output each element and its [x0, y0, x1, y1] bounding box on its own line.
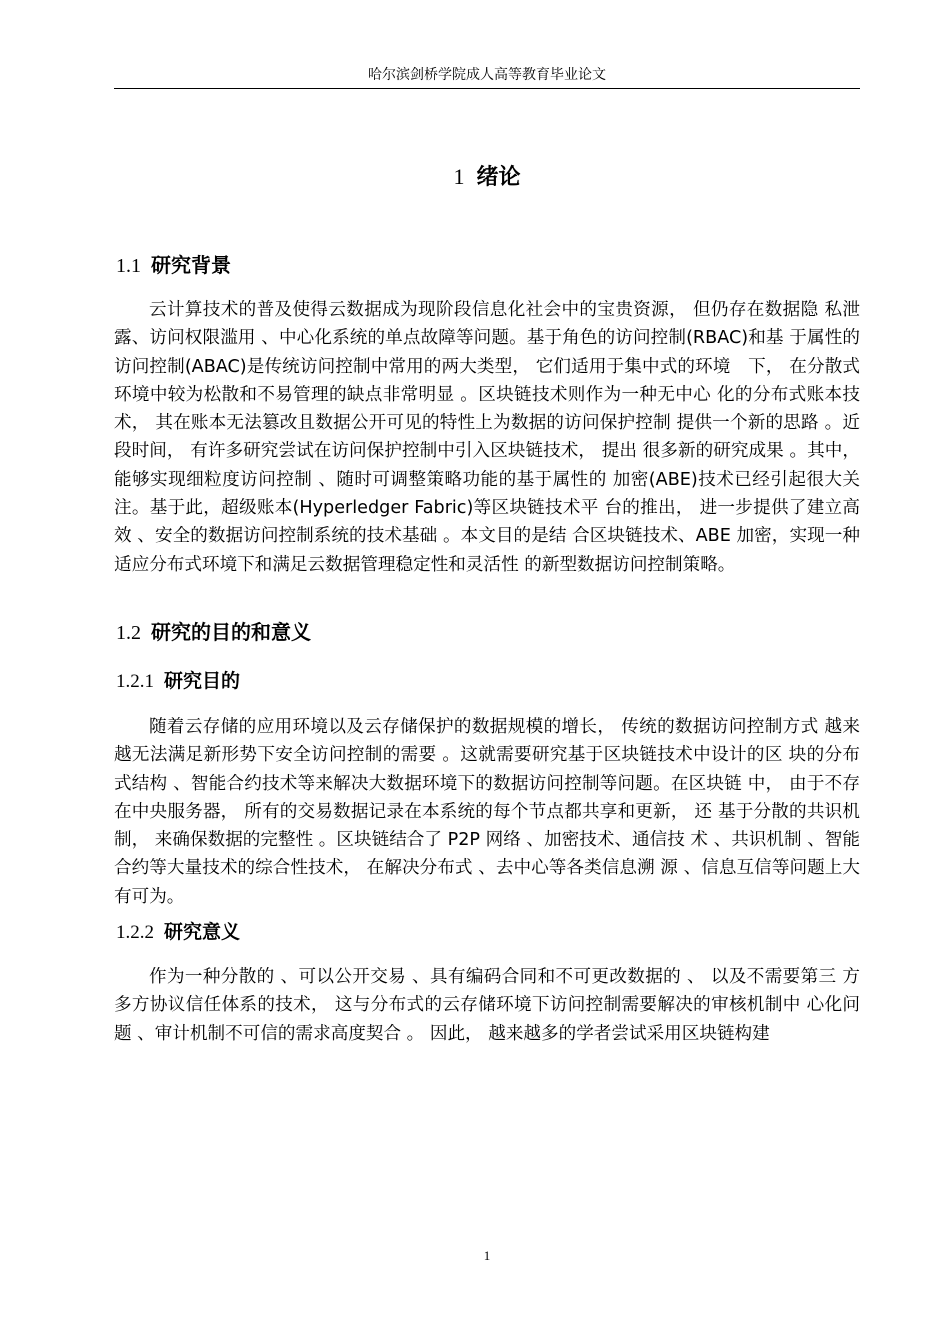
chapter-title-text: 绪论: [476, 165, 521, 190]
subsection-title: 研究意义: [164, 921, 241, 943]
section-number: 1.1: [116, 255, 141, 277]
running-header: 哈尔滨剑桥学院成人高等教育毕业论文: [368, 67, 606, 83]
section-number: 1.2: [116, 622, 141, 644]
chapter-number: 1: [453, 164, 465, 189]
header-rule: [114, 88, 860, 89]
subsection-number: 1.2.1: [116, 671, 154, 692]
subsection-number: 1.2.2: [116, 922, 154, 943]
section-title: 研究背景: [151, 253, 231, 277]
paragraph-research-purpose: 随着云存储的应用环境以及云存储保护的数据规模的增长， 传统的数据访问控制方式 越来越无法满足新形势下安全访问控制的需要 。这就需要研究基于区块链技术中设计的区 块的分布式结构 、智能合约技术等来解决大数据环境下的数据访问控制等问题。在区块链 中， 由于不存在中央服务器， 所有的交易数据记录在本系统的每个节点都共享和更新， 还 基于分散的共识机制， 来确保数据的完整性 。区块链结合了 P2P 网络 、加密技术、通信技 术 、共识机制 、智能合约等大量技术的综合性技术， 在解决分布式 、去中心等各类信息溯 源 、信息互信等问题上大有可为。: [114, 717, 860, 907]
section-heading-1-2: [116, 618, 311, 647]
subsection-title: 研究目的: [164, 670, 241, 692]
paragraph-research-background: 云计算技术的普及使得云数据成为现阶段信息化社会中的宝贵资源， 但仍存在数据隐 私泄露、访问权限滥用 、中心化系统的单点故障等问题。基于角色的访问控制(RBAC)和基 于属性的访问控制(ABAC)是传统访问控制中常用的两大类型， 它们适用于集中式的环境 下， 在分散式环境中较为松散和不易管理的缺点非常明显 。区块链技术则作为一种无中心 化的分布式账本技术， 其在账本无法篡改且数据公开可见的特性上为数据的访问保护控制 提供一个新的思路 。近段时间， 有许多研究尝试在访问保护控制中引入区块链技术， 提出 很多新的研究成果 。其中， 能够实现细粒度访问控制 、随时可调整策略功能的基于属性的 加密(ABE)技术已经引起很大关注。基于此，超级账本(Hyperledger Fabric)等区块链技术平 台的推出， 进一步提供了建立高效 、安全的数据访问控制系统的技术基础 。本文目的是结 合区块链技术、ABE 加密，实现一种适应分布式环境下和满足云数据管理稳定性和灵活性 的新型数据访问控制策略。: [114, 300, 860, 575]
section-heading-1-1: [116, 251, 231, 280]
section-title: 研究的目的和意义: [151, 620, 311, 644]
page-number: 1: [483, 1248, 491, 1263]
subsection-heading-1-2-2: [116, 919, 240, 946]
subsection-heading-1-2-1: [116, 668, 240, 695]
chapter-title: [114, 162, 860, 193]
paragraph-research-significance: 作为一种分散的 、可以公开交易 、具有编码合同和不可更改数据的 、 以及不需要第三 方多方协议信任体系的技术， 这与分布式的云存储环境下访问控制需要解决的审核机制中 心化问题 、审计机制不可信的需求高度契合 。 因此， 越来越多的学者尝试采用区块链构建: [114, 967, 860, 1044]
